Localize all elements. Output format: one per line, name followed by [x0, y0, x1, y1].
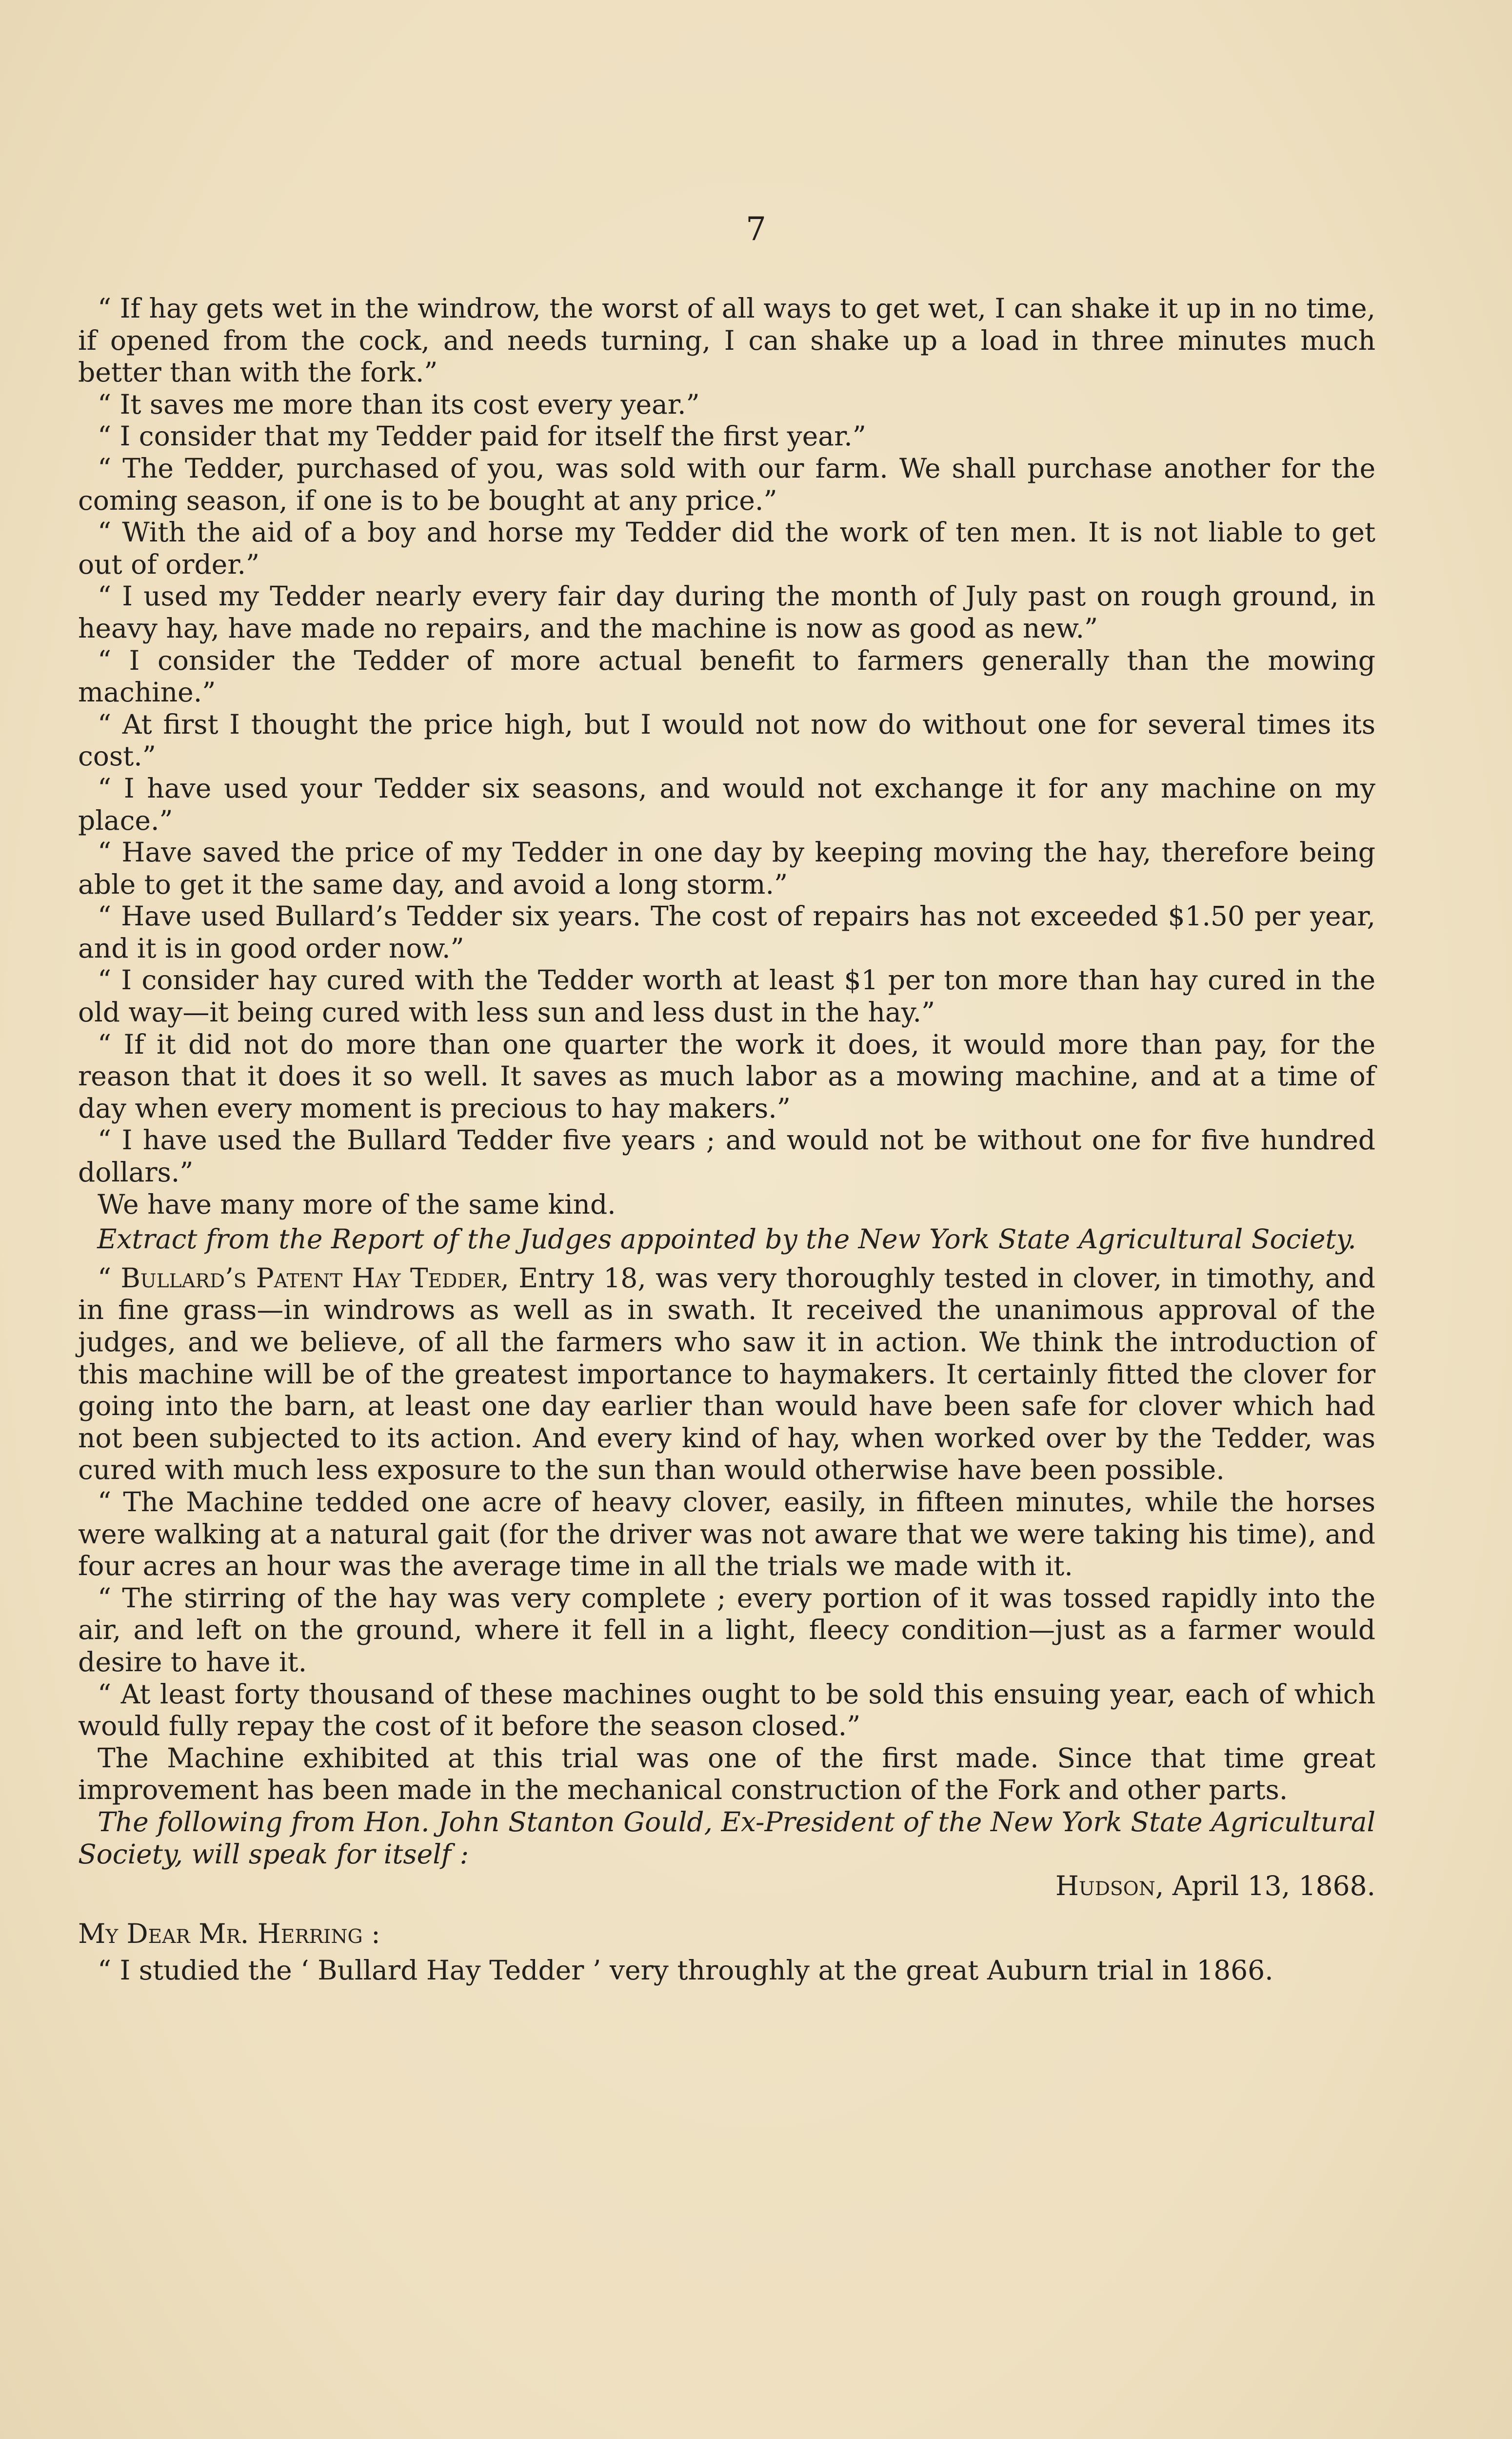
judges-report-paragraph: “ The Machine tedded one acre of heavy clover, easily, in fifteen minutes, while the horses were walking at a natural gait (for the driver was not aware that we were taking his time), and four acres an hour was the average time in all the trials we made with it. — [78, 1486, 1375, 1582]
testimonial: “ I have used your Tedder six seasons, and would not exchange it for any machine on my place.” — [78, 772, 1375, 836]
product-name: Bullard’s Patent Hay Tedder — [120, 1262, 501, 1294]
testimonial: “ At first I thought the price high, but I would not now do without one for several times its cost.” — [78, 708, 1375, 772]
letter-place: Hudson — [1055, 1870, 1155, 1902]
report-text: , Entry 18, was very thoroughly tested in clover, in timothy, and in fine grass—in windrows as well as in swath. It received the unanimous approval of the judges, and we believe, of all the farmers who saw it in action. We think the introduction of this machine will be of the greatest importance to haymakers. It certainly fitted the clover for going into the barn, at least one day earlier than would have been safe for clover which had not been subjected to its action. And every kind of hay, when worked over by the Tedder, was cured with much less exposure to the sun than would otherwise have been possible. — [78, 1262, 1376, 1486]
testimonial: “ Have saved the price of my Tedder in one day by keeping moving the hay, therefore being able to get it the same day, and avoid a long storm.” — [78, 837, 1375, 900]
letter-dateline — [78, 1870, 1375, 1902]
testimonial: “ If it did not do more than one quarter the work it does, it would more than pay, for the reason that it does it so well. It saves as much labor as a mowing machine, and at a time of day when every moment is precious to hay makers.” — [78, 1028, 1375, 1124]
letter-body: “ I studied the ‘ Bullard Hay Tedder ’ very throughly at the great Auburn trial in 1866. — [98, 1955, 1273, 1986]
testimonial: “ With the aid of a boy and horse my Tedder did the work of ten men. It is not liable to get out of order.” — [78, 517, 1375, 580]
testimonial: “ I consider hay cured with the Tedder worth at least $1 per ton more than hay cured in the old way—it being cured with less sun and less dust in the hay.” — [78, 964, 1375, 1028]
testimonial: “ Have used Bullard’s Tedder six years. The cost of repairs has not exceeded $1.50 per year, and it is in good order now.” — [78, 900, 1375, 964]
letter-date: , April 13, 1868. — [1155, 1870, 1375, 1902]
testimonial: “ The Tedder, purchased of you, was sold with our farm. We shall purchase another for the coming season, if one is to be bought at any price.” — [78, 452, 1375, 516]
testimonial: “ I consider the Tedder of more actual benefit to farmers generally than the mowing machine.” — [78, 644, 1375, 708]
extract-heading: Extract from the Report of the Judges appointed by the New York State Agricultural Society. — [97, 1223, 1356, 1255]
testimonial: “ I have used the Bullard Tedder five years ; and would not be without one for five hundred dollars.” — [78, 1124, 1375, 1188]
closing-remark: We have many more of the same kind. — [98, 1188, 616, 1220]
body-text — [78, 293, 1375, 1987]
judges-report-paragraph: “ At least forty thousand of these machines ought to be sold this ensuing year, each of which would fully repay the cost of it before the season closed.” — [78, 1678, 1375, 1742]
testimonial: “ I consider that my Tedder paid for itself the first year.” — [98, 420, 866, 452]
testimonial: “ It saves me more than its cost every year.” — [98, 388, 700, 420]
judges-report-paragraph: The Machine exhibited at this trial was one of the first made. Since that time great improvement has been made in the mechanical construction of the Fork and other parts. — [78, 1742, 1375, 1806]
testimonial: “ If hay gets wet in the windrow, the worst of all ways to get wet, I can shake it up in no time, if opened from the cock, and needs turning, I can shake up a load in three minutes much better than with the fork.” — [78, 293, 1375, 388]
letter-intro: The following from Hon. John Stanton Gould, Ex-President of the New York State Agricultural Society, will speak for itself : — [78, 1806, 1375, 1870]
open-quote: “ — [98, 1262, 121, 1294]
salutation-text: My Dear Mr. Herring : — [78, 1918, 380, 1949]
letter-salutation — [78, 1902, 1375, 1955]
judges-report-paragraph — [78, 1262, 1375, 1486]
judges-report-paragraph: “ The stirring of the hay was very complete ; every portion of it was tossed rapidly into the air, and left on the ground, where it fell in a light, fleecy condition—just as a farmer would desire to have it. — [78, 1582, 1375, 1678]
page-number: 7 — [746, 210, 766, 248]
testimonial: “ I used my Tedder nearly every fair day during the month of July past on rough ground, in heavy hay, have made no repairs, and the machine is now as good as new.” — [78, 580, 1375, 644]
